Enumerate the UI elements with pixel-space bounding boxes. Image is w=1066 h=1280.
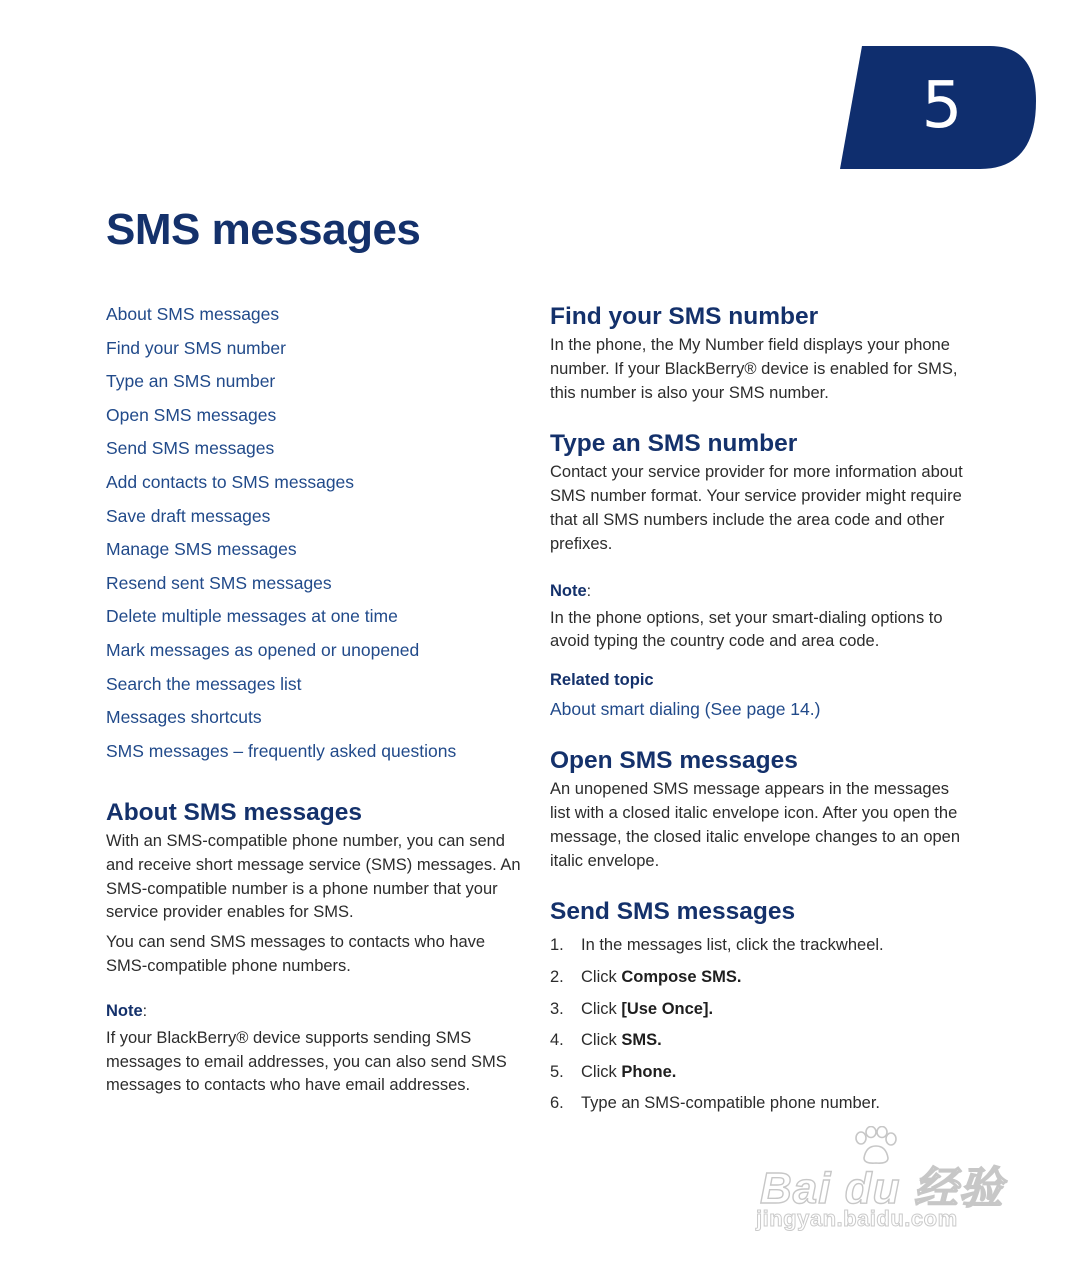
step-item: 3. Click [Use Once]. xyxy=(550,999,714,1018)
chapter-tab xyxy=(840,46,1036,169)
type-number-note-text: In the phone options, set your smart-dialing options to avoid typing the country code and area code. xyxy=(550,608,943,651)
about-heading: About SMS messages xyxy=(106,799,362,826)
step-item: 1. In the messages list, click the trackwheel. xyxy=(550,936,884,955)
open-messages-heading: Open SMS messages xyxy=(550,747,798,775)
baidu-watermark xyxy=(756,1120,1006,1240)
toc-link-type-number[interactable]: Type an SMS number xyxy=(106,371,276,392)
toc-link-delete-multiple[interactable]: Delete multiple messages at one time xyxy=(106,606,398,627)
toc-link-faq[interactable]: SMS messages – frequently asked questions xyxy=(106,740,457,761)
find-number-text: In the phone, the My Number field displays your phone number. If your BlackBerry® device is enabled for SMS, this number is also your SMS number. xyxy=(550,336,958,402)
step-item: 5. Click Phone. xyxy=(550,1062,677,1081)
send-steps-list xyxy=(550,933,970,1123)
watermark-brand: Bai du 经验 xyxy=(760,1164,1004,1213)
toc-link-manage[interactable]: Manage SMS messages xyxy=(106,539,297,560)
type-number-text: Contact your service provider for more information about SMS number format. Your service provider might require that all SMS numbers include the area code and other prefixes. xyxy=(550,463,963,553)
about-paragraph-2: You can send SMS messages to contacts who have SMS-compatible phone numbers. xyxy=(106,933,486,975)
toc-link-mark-opened[interactable]: Mark messages as opened or unopened xyxy=(106,639,420,660)
related-topic-label: Related topic xyxy=(550,671,654,690)
related-topic-link[interactable]: About smart dialing (See page 14.) xyxy=(550,699,821,720)
send-messages-heading: Send SMS messages xyxy=(550,898,796,926)
about-paragraph-1: With an SMS-compatible phone number, you can send and receive short message service (SMS) messages. An SMS-compatible number is a phone number that your service provider enables for SMS. xyxy=(106,832,521,922)
step-item: 2. Click Compose SMS. xyxy=(550,967,742,986)
step-item: 6. Type an SMS-compatible phone number. xyxy=(550,1094,881,1113)
about-note-text: If your BlackBerry® device supports sending SMS messages to email addresses, you can also send SMS messages to contacts who have email addresses. xyxy=(106,1028,507,1095)
type-number-note-label: Note: xyxy=(550,581,592,600)
toc-link-add-contacts[interactable]: Add contacts to SMS messages xyxy=(106,471,355,492)
page-title: SMS messages xyxy=(106,205,421,254)
toc-link-shortcuts[interactable]: Messages shortcuts xyxy=(106,707,262,728)
open-messages-text: An unopened SMS message appears in the messages list with a closed italic envelope icon. After you open the message, the closed italic envelope changes to an open italic envelope. xyxy=(550,780,961,870)
toc-link-about[interactable]: About SMS messages xyxy=(106,304,280,324)
watermark-site: jingyan.baidu.com xyxy=(756,1206,958,1231)
table-of-contents xyxy=(106,300,456,770)
type-number-heading: Type an SMS number xyxy=(550,430,798,458)
toc-link-open-messages[interactable]: Open SMS messages xyxy=(106,404,277,425)
about-section xyxy=(106,796,526,1098)
about-note-label: Note: xyxy=(106,1001,148,1020)
step-item: 4. Click SMS. xyxy=(550,1031,662,1050)
toc-link-find-number[interactable]: Find your SMS number xyxy=(106,337,286,358)
toc-link-send-messages[interactable]: Send SMS messages xyxy=(106,438,275,459)
toc-link-save-draft[interactable]: Save draft messages xyxy=(106,505,271,526)
toc-link-search[interactable]: Search the messages list xyxy=(106,673,302,694)
chapter-number: 5 xyxy=(921,69,963,143)
find-number-heading: Find your SMS number xyxy=(550,303,819,330)
toc-link-resend[interactable]: Resend sent SMS messages xyxy=(106,572,332,593)
right-column xyxy=(550,300,970,1123)
